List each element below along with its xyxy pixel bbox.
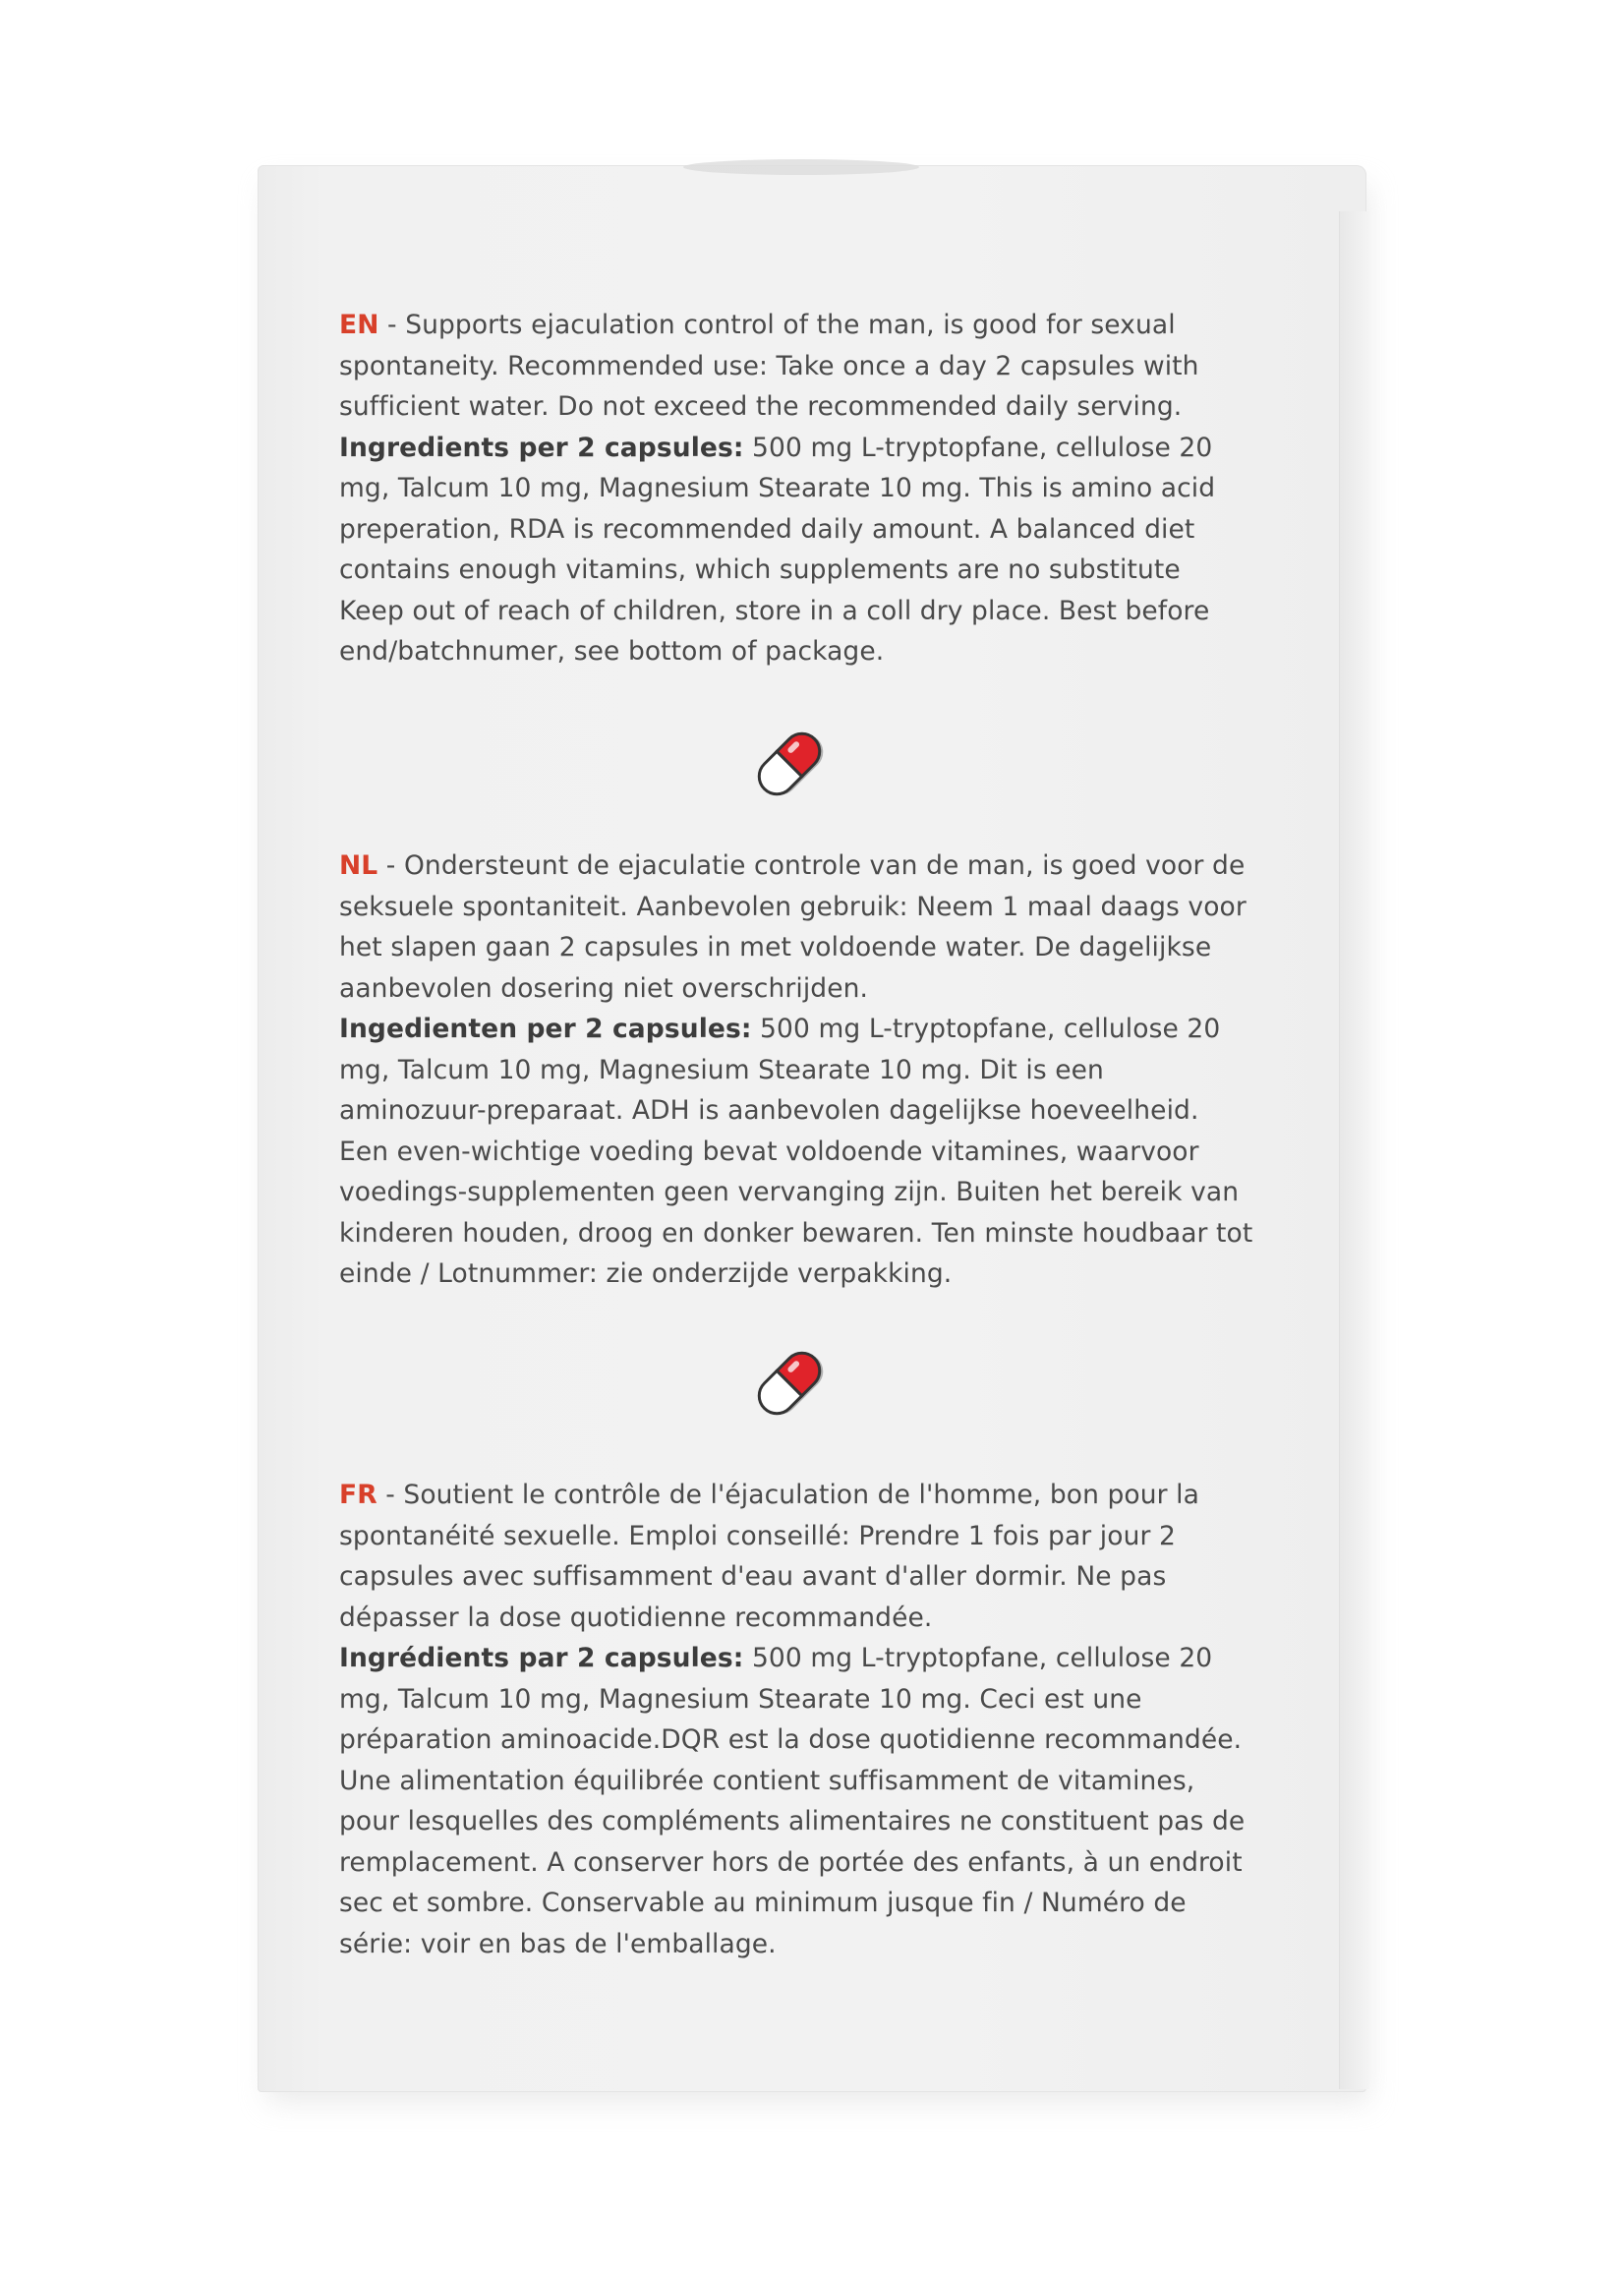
en-intro — [339, 305, 1253, 428]
nl-ingredients-text: 500 mg L-tryptopfane, cellulose 20 mg, Talcum 10 mg, Magnesium Stearate 10 mg. Dit is een aminozuur-preparaat. ADH is aanbevolen dagelijkse hoeveelheid. Een even-wichtige voeding bevat voldoende vitamines, waarvoor voedings-supplementen geen vervanging zijn. Buiten het bereik van kinderen houden, droog en donker bewaren. Ten minste houdbaar tot einde / Lotnummer: zie onderzijde verpakking. — [339, 1014, 1253, 1289]
section-en — [339, 305, 1253, 672]
capsule-icon — [748, 1342, 831, 1425]
en-ingredients-text: 500 mg L-tryptopfane, cellulose 20 mg, Talcum 10 mg, Magnesium Stearate 10 mg. This is amino acid preperation, RDA is recommended daily amount. A balanced diet contains enough vitamins, which supplements are no substitute Keep out of reach of children, store in a coll dry place. Best before end/batchnumer, see bottom of package. — [339, 432, 1216, 667]
fr-intro — [339, 1475, 1253, 1638]
language-code-fr: FR — [339, 1480, 377, 1510]
language-code-en: EN — [339, 310, 379, 340]
nl-intro-text: - Ondersteunt de ejaculatie controle van de man, is goed voor de seksuele spontaniteit. Aanbevolen gebruik: Neem 1 maal daags voor het slapen gaan 2 capsules in met voldoende water. De dagelijkse aanbevolen dosering niet overschrijden. — [339, 850, 1247, 1004]
capsule-icon — [748, 723, 831, 805]
box-top-flap — [683, 159, 919, 175]
fr-ingredients-label: Ingrédients par 2 capsules: — [339, 1643, 744, 1673]
section-nl — [339, 845, 1253, 1295]
en-ingredients — [339, 428, 1253, 672]
nl-intro — [339, 845, 1253, 1009]
nl-ingredients — [339, 1009, 1253, 1295]
section-fr — [339, 1475, 1253, 1964]
fr-ingredients-text: 500 mg L-tryptopfane, cellulose 20 mg, Talcum 10 mg, Magnesium Stearate 10 mg. Ceci est une préparation aminoacide.DQR est la dose quotidienne recommandée. Une alimentation équilibrée contient suffisamment de vitamines, pour lesquelles des compléments alimentaires ne constituent pas de remplacement. A conserver hors de portée des enfants, à un endroit sec et sombre. Conservable au minimum jusque fin / Numéro de série: voir en bas de l'emballage. — [339, 1643, 1246, 1959]
fr-ingredients — [339, 1638, 1253, 1964]
fr-intro-text: - Soutient le contrôle de l'éjaculation de l'homme, bon pour la spontanéité sexuelle. Emploi conseillé: Prendre 1 fois par jour 2 capsules avec suffisamment d'eau avant d'aller dormir. Ne pas dépasser la dose quotidienne recommandée. — [339, 1480, 1199, 1633]
language-code-nl: NL — [339, 850, 378, 881]
nl-ingredients-label: Ingedienten per 2 capsules: — [339, 1014, 752, 1044]
box-side-flap — [1339, 211, 1369, 2089]
en-ingredients-label: Ingredients per 2 capsules: — [339, 432, 744, 463]
en-intro-text: - Supports ejaculation control of the man, is good for sexual spontaneity. Recommended use: Take once a day 2 capsules with sufficient water. Do not exceed the recommended daily serving. — [339, 310, 1199, 422]
